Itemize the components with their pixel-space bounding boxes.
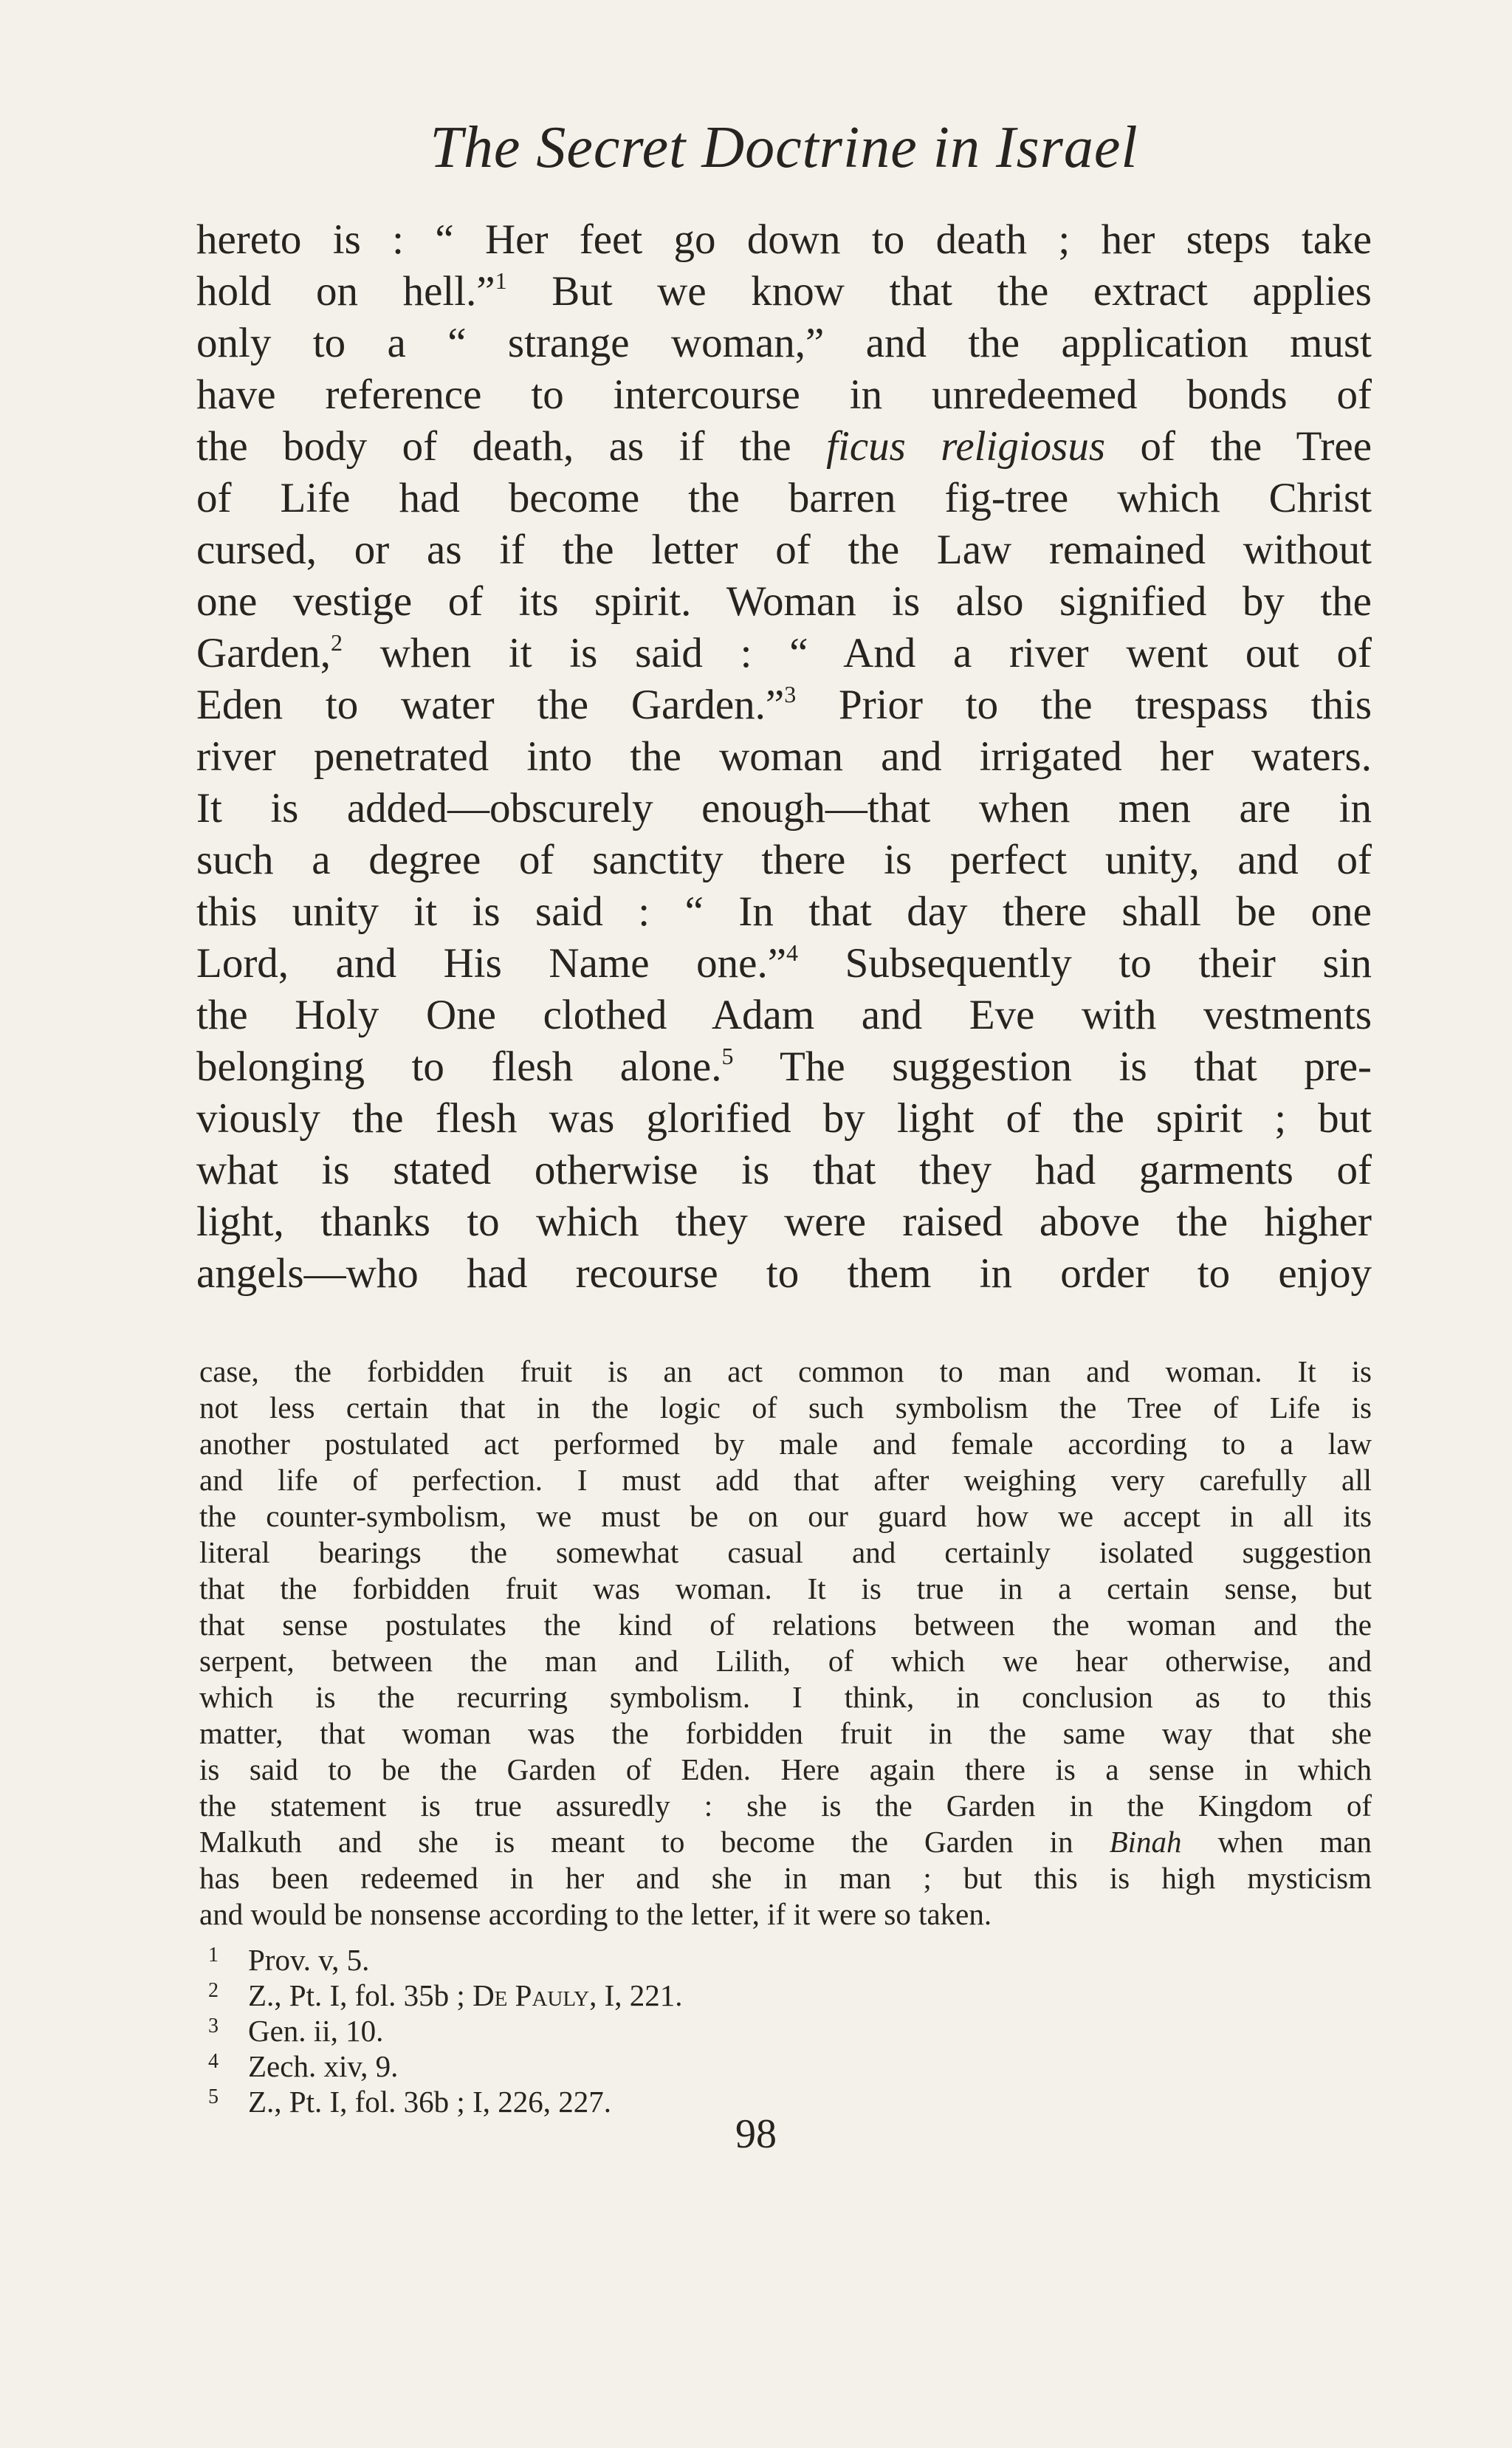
footnote-marker: 5 — [208, 2085, 219, 2108]
text-line: belonging to flesh alone.$^5$ The suggestion is that pre- — [196, 1043, 1372, 1090]
footnote-ref: 1 — [495, 267, 507, 294]
footnote-marker: 2 — [208, 1979, 219, 2002]
text-line: light, thanks to which they were raised above the higher — [196, 1199, 1372, 1245]
note-line: matter, that woman was the forbidden fruit in the same way that she — [199, 1716, 1372, 1750]
footnote-item: 5 Z., Pt. I, fol. 36b ; I, 226, 227. — [199, 2084, 1372, 2119]
text-line: have reference to intercourse in unredeemed bonds of — [196, 371, 1372, 418]
text-line: hold on hell.”$^1$ But we know that the extract applies — [196, 267, 1372, 315]
text-line: hereto is : “ Her feet go down to death ; her steps take — [196, 216, 1372, 263]
note-line: that sense postulates the kind of relations between the woman and the — [199, 1608, 1372, 1642]
note-line: the statement is true assuredly : she is the Garden in the Kingdom of — [199, 1789, 1372, 1823]
text-line: Eden to water the Garden.”$^3$ Prior to the trespass this — [196, 681, 1372, 728]
note-line: has been redeemed in her and she in man ; but this is high mysticism — [199, 1861, 1372, 1895]
footnote-item: 2 Z., Pt. I, fol. 35b ; De Pauly, I, 221. — [199, 1978, 1372, 2013]
text-line: It is added—obscurely enough—that when men are in — [196, 785, 1372, 832]
note-line: and would be nonsense according to the letter, if it were so taken. — [199, 1897, 992, 1931]
text-line: only to a “ strange woman,” and the application must — [196, 320, 1372, 366]
italic-phrase: ficus religiosus — [826, 423, 1106, 470]
note-line: literal bearings the somewhat casual and certainly isolated suggestion — [199, 1535, 1372, 1569]
text-line: viously the flesh was glorified by light of the spirit ; but — [196, 1095, 1372, 1142]
footnote-marker: 3 — [208, 2015, 219, 2037]
footnote-item: 4 Zech. xiv, 9. — [199, 2048, 1372, 2084]
continued-note — [199, 1354, 1372, 1933]
note-line: serpent, between the man and Lilith, of which we hear otherwise, and — [199, 1644, 1372, 1678]
running-head: The Secret Doctrine in Israel — [430, 115, 1138, 180]
note-line: the counter-symbolism, we must be on our guard how we accept in all its — [199, 1499, 1372, 1533]
page-number: 98 — [735, 2111, 777, 2157]
text-line: this unity it is said : “ In that day there shall be one — [196, 888, 1372, 935]
text-line: angels—who had recourse to them in order to enjoy — [196, 1250, 1372, 1297]
footnote-item: 1 Prov. v, 5. — [199, 1942, 1372, 1978]
note-line: which is the recurring symbolism. I think, in conclusion as to this — [199, 1680, 1372, 1714]
text-line: cursed, or as if the letter of the Law remained without — [196, 527, 1372, 573]
footnotes — [199, 1942, 1372, 2119]
footnote-ref: 5 — [721, 1043, 734, 1069]
text-line: Lord, and His Name one.”$^4$ Subsequently to their sin — [196, 939, 1372, 987]
text-line: such a degree of sanctity there is perfect unity, and of — [196, 837, 1372, 883]
note-line: Malkuth and she is meant to become the Garden in Binah when man — [199, 1825, 1372, 1859]
text-line: the body of death, as if the ficus religiosus of the Tree — [196, 423, 1372, 470]
note-line: that the forbidden fruit was woman. It is true in a certain sense, but — [199, 1571, 1372, 1605]
note-line: not less certain that in the logic of such symbolism the Tree of Life is — [199, 1391, 1372, 1424]
italic-word: Binah — [1109, 1825, 1182, 1859]
footnote-ref: 3 — [784, 681, 797, 707]
footnote-marker: 1 — [208, 1944, 219, 1967]
text-line: of Life had become the barren fig-tree which Christ — [196, 475, 1372, 521]
footnote-ref: 2 — [331, 629, 343, 656]
note-line: is said to be the Garden of Eden. Here again there is a sense in which — [199, 1752, 1372, 1786]
text-line: the Holy One clothed Adam and Eve with vestments — [196, 992, 1372, 1038]
footnote-item: 3 Gen. ii, 10. — [199, 2013, 1372, 2048]
footnote-ref: 4 — [786, 939, 799, 966]
text-line: river penetrated into the woman and irrigated her waters. — [196, 733, 1372, 780]
note-line: case, the forbidden fruit is an act common to man and woman. It is — [199, 1354, 1372, 1388]
footnote-marker: 4 — [208, 2050, 219, 2073]
note-line: and life of perfection. I must add that after weighing very carefully all — [199, 1463, 1372, 1497]
note-line: another postulated act performed by male and female according to a law — [199, 1427, 1372, 1461]
text-line: one vestige of its spirit. Woman is also signified by the — [196, 578, 1372, 625]
text-line: what is stated otherwise is that they had garments of — [196, 1147, 1372, 1193]
text-line: Garden,$^2$ when it is said : “ And a river went out of — [196, 629, 1372, 676]
main-text — [196, 214, 1372, 1300]
